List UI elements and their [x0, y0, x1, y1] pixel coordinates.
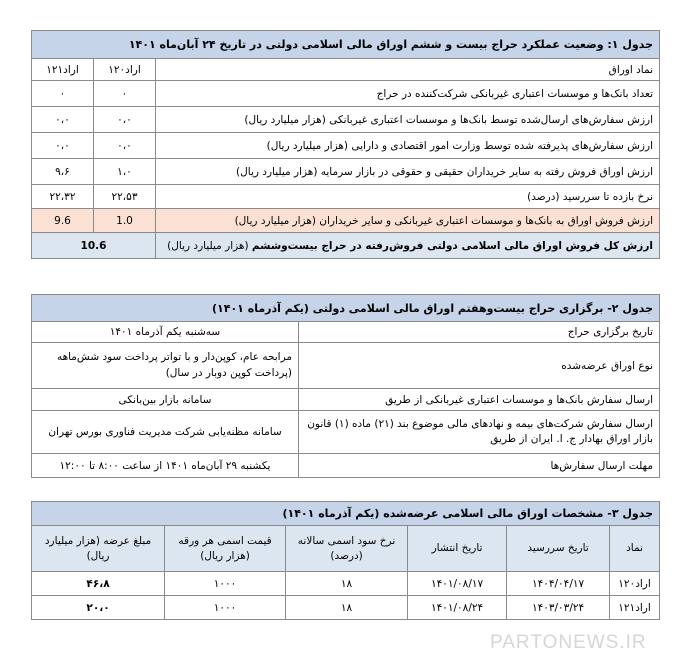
table-row	[32, 159, 660, 185]
total-row	[32, 233, 660, 259]
cell-value: ۰،۰	[32, 133, 94, 159]
column-header-symbol: نماد اوراق	[156, 59, 660, 81]
auction-performance-table	[31, 30, 660, 259]
row-label: تعداد بانک‌ها و موسسات اعتباری غیربانکی شرکت‌کننده در حراج	[156, 81, 660, 107]
cell-coupon-rate: ۱۸	[286, 572, 408, 596]
column-header-offer-amount: مبلغ عرضه (هزار میلیارد ریال)	[32, 526, 165, 572]
table3-title: جدول ۳- مشخصات اوراق مالی اسلامی عرضه‌شده (یکم آذرماه ۱۴۰۱)	[32, 502, 660, 526]
table-row	[32, 343, 660, 389]
row-label: ارزش سفارش‌های پذیرفته شده توسط وزارت امور اقتصادی و دارایی (هزار میلیارد ریال)	[156, 133, 660, 159]
total-label-text: ارزش کل فروش اوراق مالی اسلامی دولتی فروش‌رفته در حراج بیست‌وششم	[251, 239, 653, 252]
cell-value: ۲۲،۵۳	[94, 185, 156, 209]
cell-symbol: اراد۱۲۱	[610, 596, 660, 620]
table-row	[32, 322, 660, 343]
table-row	[32, 107, 660, 133]
cell-maturity: ۱۴۰۳/۰۳/۲۴	[507, 596, 610, 620]
total-label-unit: (هزار میلیارد ریال)	[167, 239, 249, 252]
bond-specs-table	[31, 501, 660, 620]
row-label: تاریخ برگزاری حراج	[299, 322, 660, 343]
cell-value: ۲۲،۳۲	[32, 185, 94, 209]
cell-value: سه‌شنبه یکم آذرماه ۱۴۰۱	[32, 322, 299, 343]
total-value: 10.6	[32, 233, 156, 259]
table-row	[32, 185, 660, 209]
cell-issue-date: ۱۴۰۱/۰۸/۱۷	[408, 572, 507, 596]
cell-issue-date: ۱۴۰۱/۰۸/۲۴	[408, 596, 507, 620]
table-row	[32, 411, 660, 454]
column-header-coupon-rate: نرخ سود اسمی سالانه (درصد)	[286, 526, 408, 572]
cell-value: ۰،۰	[94, 133, 156, 159]
row-label: نوع اوراق عرضه‌شده	[299, 343, 660, 389]
column-header-issue-date: تاریخ انتشار	[408, 526, 507, 572]
cell-value: ۱،۰	[94, 159, 156, 185]
cell-value: ۰،۰	[94, 107, 156, 133]
total-label	[156, 233, 660, 259]
cell-value: ۰	[94, 81, 156, 107]
table-row	[32, 572, 660, 596]
row-label: مهلت ارسال سفارش‌ها	[299, 454, 660, 478]
cell-face-value: ۱۰۰۰	[165, 572, 286, 596]
row-label: ارزش اوراق فروش رفته به سایر خریداران حقیقی و حقوقی در بازار سرمایه (هزار میلیارد ریال)	[156, 159, 660, 185]
table2-title: جدول ۲- برگزاری حراج بیست‌وهفتم اوراق مالی اسلامی دولتی (یکم آذرماه ۱۴۰۱)	[32, 295, 660, 322]
table1-title: جدول ۱: وضعیت عملکرد حراج بیست و ششم اوراق مالی اسلامی دولتی در تاریخ ۲۴ آبان‌ماه ۱۴۰۱	[32, 31, 660, 59]
table-row	[32, 389, 660, 411]
row-label: ارسال سفارش شرکت‌های بیمه و نهادهای مالی موضوع بند (۲۱) ماده (۱) قانون بازار اوراق بهادار ج. ا. ایران از طریق	[299, 411, 660, 454]
cell-value: 1.0	[94, 209, 156, 233]
cell-value: مرابحه عام، کوپن‌دار و با تواتر پرداخت سود شش‌ماهه (پرداخت کوپن دوبار در سال)	[32, 343, 299, 389]
cell-value: ۰	[32, 81, 94, 107]
row-label: ارزش سفارش‌های ارسال‌شده توسط بانک‌ها و موسسات اعتباری غیربانکی (هزار میلیارد ریال)	[156, 107, 660, 133]
table-row-highlighted	[32, 209, 660, 233]
table-row	[32, 81, 660, 107]
cell-value: سامانه بازار بین‌بانکی	[32, 389, 299, 411]
column-header-maturity: تاریخ سررسید	[507, 526, 610, 572]
cell-value: سامانه مظنه‌یابی شرکت مدیریت فناوری بورس تهران	[32, 411, 299, 454]
table-row	[32, 596, 660, 620]
row-label: نرخ بازده تا سررسید (درصد)	[156, 185, 660, 209]
row-label: ارزش فروش اوراق به بانک‌ها و موسسات اعتباری غیربانکی و سایر خریداران (هزار میلیارد ریال)	[156, 209, 660, 233]
watermark: PARTONEWS.IR	[490, 632, 647, 653]
column-header-arad121: اراد۱۲۱	[32, 59, 94, 81]
column-header-face-value: قیمت اسمی هر ورقه (هزار ریال)	[165, 526, 286, 572]
cell-coupon-rate: ۱۸	[286, 596, 408, 620]
cell-value: 9.6	[32, 209, 94, 233]
column-header-symbol: نماد	[610, 526, 660, 572]
cell-face-value: ۱۰۰۰	[165, 596, 286, 620]
cell-value: ۹،۶	[32, 159, 94, 185]
row-label: ارسال سفارش بانک‌ها و موسسات اعتباری غیربانکی از طریق	[299, 389, 660, 411]
cell-maturity: ۱۴۰۴/۰۴/۱۷	[507, 572, 610, 596]
cell-offer-amount: ۴۶،۸	[32, 572, 165, 596]
column-header-arad120: اراد۱۲۰	[94, 59, 156, 81]
table-row	[32, 454, 660, 478]
cell-value: یکشنبه ۲۹ آبان‌ماه ۱۴۰۱ از ساعت ۸:۰۰ تا ۱۲:۰۰	[32, 454, 299, 478]
auction-schedule-table	[31, 294, 660, 478]
cell-symbol: اراد۱۲۰	[610, 572, 660, 596]
table-row	[32, 133, 660, 159]
cell-value: ۰،۰	[32, 107, 94, 133]
cell-offer-amount: ۲۰،۰	[32, 596, 165, 620]
